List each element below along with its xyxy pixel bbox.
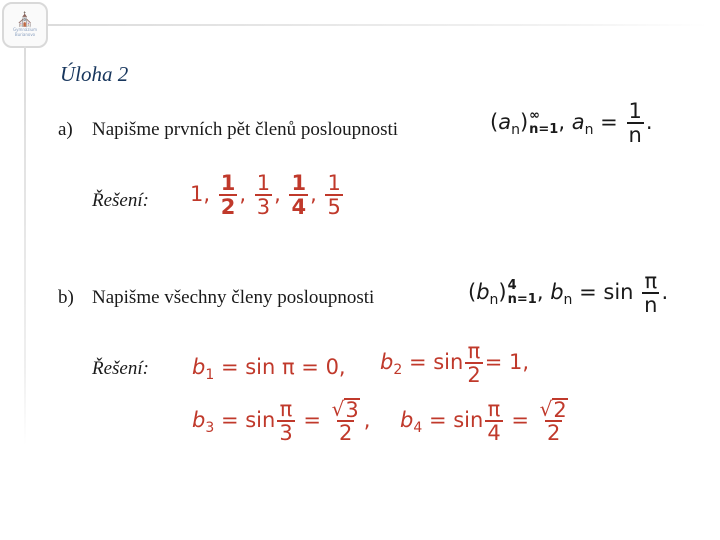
top-divider [48,24,708,26]
b3-num: π [279,397,293,421]
def-a-end: . [645,110,653,135]
b4-idx: 4 [413,420,423,437]
solution-a-terms [190,172,345,218]
def-a-var: a [571,110,585,135]
side-divider [24,46,26,446]
task-b-formula [468,270,668,316]
solution-b4 [400,398,572,444]
term-4-fraction [289,172,308,218]
def-b-idx: n [563,292,573,309]
term-5-den: 5 [327,195,341,220]
task-a-text: Napišme prvních pět členů posloupnosti [92,119,399,140]
def-a-eq: = [600,110,618,135]
b4-eq: = [511,408,529,433]
b4-result-fraction [538,398,570,444]
b3-den: 3 [279,421,293,446]
b3-idx: 3 [205,420,215,437]
term-2-sep: , [239,182,247,207]
term-4-den: 4 [291,195,307,220]
def-b-eq: = sin [579,280,634,305]
seq-a-idx: n [511,122,520,139]
task-a-formula [490,100,653,146]
task-b-label: b) [58,287,74,308]
b3-eq: = [303,408,321,433]
solution-b2 [380,340,529,386]
logo-text: Gymnázium Burianovo [13,27,37,37]
b3-rden: 2 [339,421,353,446]
seq-a-var: a [498,110,512,135]
b3-fraction [277,398,294,444]
b1-expr: = sin π = 0, [220,355,346,379]
b3-result-fraction [330,398,362,444]
seq-b-bounds [508,279,537,307]
b2-post: = 1, [484,350,529,375]
seq-a-lower: n=1 [529,122,559,138]
def-a-fraction [626,100,643,146]
task-a-label: a) [58,119,73,140]
b4-var: b [400,408,414,433]
b4-sqrt: √ 2 [539,397,567,423]
seq-b-open: ( [468,280,477,305]
seq-a-comma: , [558,110,566,135]
def-b-var: b [550,280,564,305]
b3-sqrt: √ 3 [331,397,359,423]
seq-a-bounds [529,109,558,137]
b4-rden: 2 [547,421,561,446]
seq-b-upper: 4 [507,278,517,294]
b2-den: 2 [467,363,481,388]
solution-b3 [192,398,370,444]
b2-var: b [380,350,394,375]
b3-end: , [363,408,371,433]
def-b-fraction [642,270,659,316]
solution-a-label: Řešení: [92,190,149,211]
def-a-idx: n [584,122,594,139]
b4-fraction [485,398,502,444]
b4-den: 4 [487,421,501,446]
b4-num: π [487,397,501,421]
term-3-num: 1 [256,171,271,195]
b1-idx: 1 [205,367,215,383]
seq-a-upper: ∞ [529,108,540,124]
term-1: 1, [190,182,211,207]
seq-b-close: ) [498,280,507,305]
seq-b-var: b [476,280,490,305]
def-a-den: n [628,123,642,148]
seq-b-idx: n [489,292,499,309]
term-2-fraction [219,172,238,218]
term-5-fraction [325,172,342,218]
solution-b1 [192,355,346,383]
b1-var: b [192,355,206,379]
page-title: Úloha 2 [60,62,129,86]
b2-fraction [465,340,482,386]
task-b-text: Napišme všechny členy posloupnosti [92,287,375,308]
b4-rnum: 2 [553,398,567,423]
b2-num: π [467,339,481,363]
b3-rnum: 3 [345,398,359,423]
b2-pre: = sin [408,350,464,375]
task-a [58,119,398,141]
def-a-num: 1 [628,99,642,123]
solution-b-label: Řešení: [92,358,149,379]
def-b-den: n [644,293,658,318]
school-logo [2,2,48,48]
def-b-end: . [661,280,669,305]
seq-b-lower: n=1 [507,292,537,308]
term-4-sep: , [310,182,317,207]
term-3-den: 3 [256,195,271,220]
b3-var: b [192,408,206,433]
term-5-num: 1 [327,171,341,195]
term-2-den: 2 [220,195,236,220]
seq-b-comma: , [536,280,544,305]
task-b [58,287,374,309]
building-icon: ⛪ [16,12,34,28]
def-b-num: π [644,269,658,293]
term-3-fraction [255,172,272,218]
seq-a-open: ( [490,110,499,135]
seq-a-close: ) [519,110,529,135]
b2-idx: 2 [393,362,403,379]
term-3-sep: , [274,182,281,207]
term-2-num: 1 [220,171,236,195]
b4-pre: = sin [428,408,484,433]
b3-pre: = sin [220,408,276,433]
term-4-num: 1 [291,171,307,195]
